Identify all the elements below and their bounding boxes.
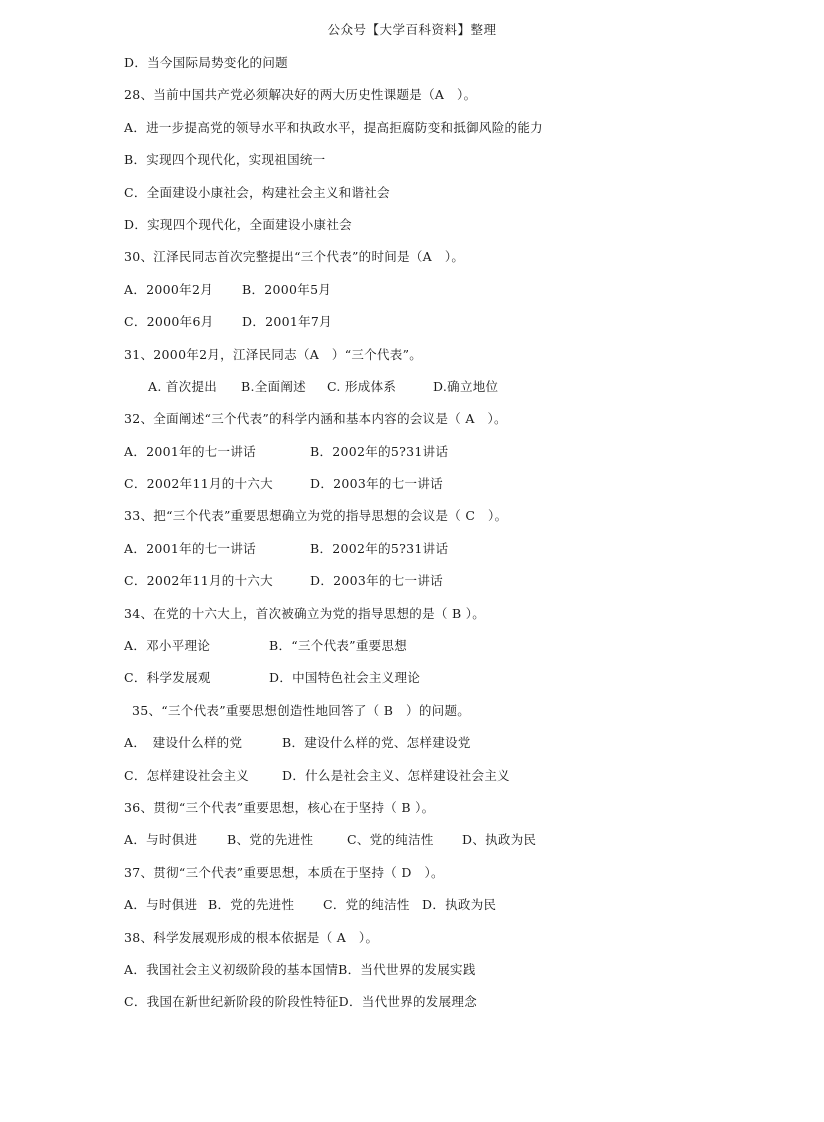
option-item: B．当代世界的发展实践 [338,961,476,977]
option-item: A．与时俱进 [124,897,198,913]
option-item: B.全面阐述 [241,378,306,394]
option-item: C、党的纯洁性 [347,832,434,848]
page-header: 公众号【大学百科资料】整理 [327,22,497,37]
text-line [124,893,784,925]
text-line [124,51,784,83]
option-item: A． 建设什么样的党 [124,735,243,751]
option-item: A．邓小平理论 [124,638,211,654]
text-line [124,699,784,731]
text-line [124,731,784,763]
text-line [124,537,784,569]
text-line [124,569,784,601]
line-text: 33、把“三个代表”重要思想确立为党的指导思想的会议是（ C ）。 [124,508,508,524]
text-line [124,796,784,828]
option-item: D.确立地位 [433,378,499,394]
option-item: D．什么是社会主义、怎样建设社会主义 [282,767,510,783]
text-line [124,472,784,504]
text-line [124,343,784,375]
option-item: D、执政为民 [462,832,537,848]
option-item: A. 首次提出 [148,378,218,394]
line-text: D．当今国际局势变化的问题 [124,55,288,70]
option-item: A．我国社会主义初级阶段的基本国情 [124,961,339,977]
option-item: B．“三个代表”重要思想 [269,638,408,654]
text-line [124,990,784,1022]
document-body [124,51,784,1023]
text-line [124,375,784,407]
option-item: D．当代世界的发展理念 [338,994,477,1010]
option-item: B、党的先进性 [227,832,314,848]
line-text: 36、贯彻“三个代表”重要思想，核心在于坚持（ B ）。 [124,799,435,815]
text-line [124,602,784,634]
option-item: D．2003年的七一讲话 [310,573,443,589]
option-item: A．2000年2月 [124,281,213,297]
option-item: C．我国在新世纪新阶段的阶段性特征 [124,994,339,1010]
text-line [124,634,784,666]
text-line [124,666,784,698]
option-item: D．中国特色社会主义理论 [269,670,421,686]
line-text: D．实现四个现代化，全面建设小康社会 [124,216,352,232]
line-text: A．进一步提高党的领导水平和执政水平，提高拒腐防变和抵御风险的能力 [124,119,543,135]
line-text: 34、在党的十六大上，首次被确立为党的指导思想的是（ B ）。 [124,605,486,621]
text-line [124,213,784,245]
line-text: 38、科学发展观形成的根本依据是（ A ）。 [124,929,379,945]
line-text: B．实现四个现代化，实现祖国统一 [124,152,326,168]
text-line [124,861,784,893]
text-line [124,828,784,860]
line-text: C．全面建设小康社会，构建社会主义和谐社会 [124,184,390,200]
option-item: B．党的先进性 [208,897,295,913]
option-item: D．执政为民 [422,897,497,913]
line-text: 37、贯彻“三个代表”重要思想，本质在于坚持（ D ）。 [124,864,444,880]
text-line [124,116,784,148]
text-line [124,407,784,439]
text-line [124,504,784,536]
line-text: 32、全面阐述“三个代表”的科学内涵和基本内容的会议是（ A ）。 [124,411,507,427]
text-line [124,310,784,342]
option-item: C．2000年6月 [124,314,214,330]
text-line [124,83,784,115]
option-item: D．2003年的七一讲话 [310,476,443,492]
option-item: C．2002年11月的十六大 [124,476,273,492]
line-text: 30、江泽民同志首次完整提出“三个代表”的时间是（A ）。 [124,249,465,265]
text-line [124,764,784,796]
option-item: B．2002年的5?31讲话 [310,540,449,556]
option-item: A．2001年的七一讲话 [124,443,256,459]
line-text: 28、当前中国共产党必须解决好的两大历史性课题是（A ）。 [124,87,477,103]
option-item: A．与时俱进 [124,832,198,848]
line-text: 35、“三个代表”重要思想创造性地回答了（ B ）的问题。 [132,702,471,718]
option-item: C．科学发展观 [124,670,211,686]
option-item: B．2002年的5?31讲话 [310,443,449,459]
text-line [124,181,784,213]
option-item: C. 形成体系 [327,378,397,394]
option-item: B．建设什么样的党、怎样建设党 [282,735,471,751]
text-line [124,958,784,990]
text-line [124,440,784,472]
option-item: B．2000年5月 [242,281,332,297]
text-line [124,148,784,180]
option-item: A．2001年的七一讲话 [124,540,256,556]
option-item: C．党的纯洁性 [323,897,410,913]
line-text: 31、2000年2月，江泽民同志（A ）“三个代表”。 [124,346,423,362]
option-item: C．怎样建设社会主义 [124,767,250,783]
text-line [124,278,784,310]
text-line [124,245,784,277]
text-line [124,926,784,958]
option-item: D．2001年7月 [242,314,332,330]
option-item: C．2002年11月的十六大 [124,573,273,589]
